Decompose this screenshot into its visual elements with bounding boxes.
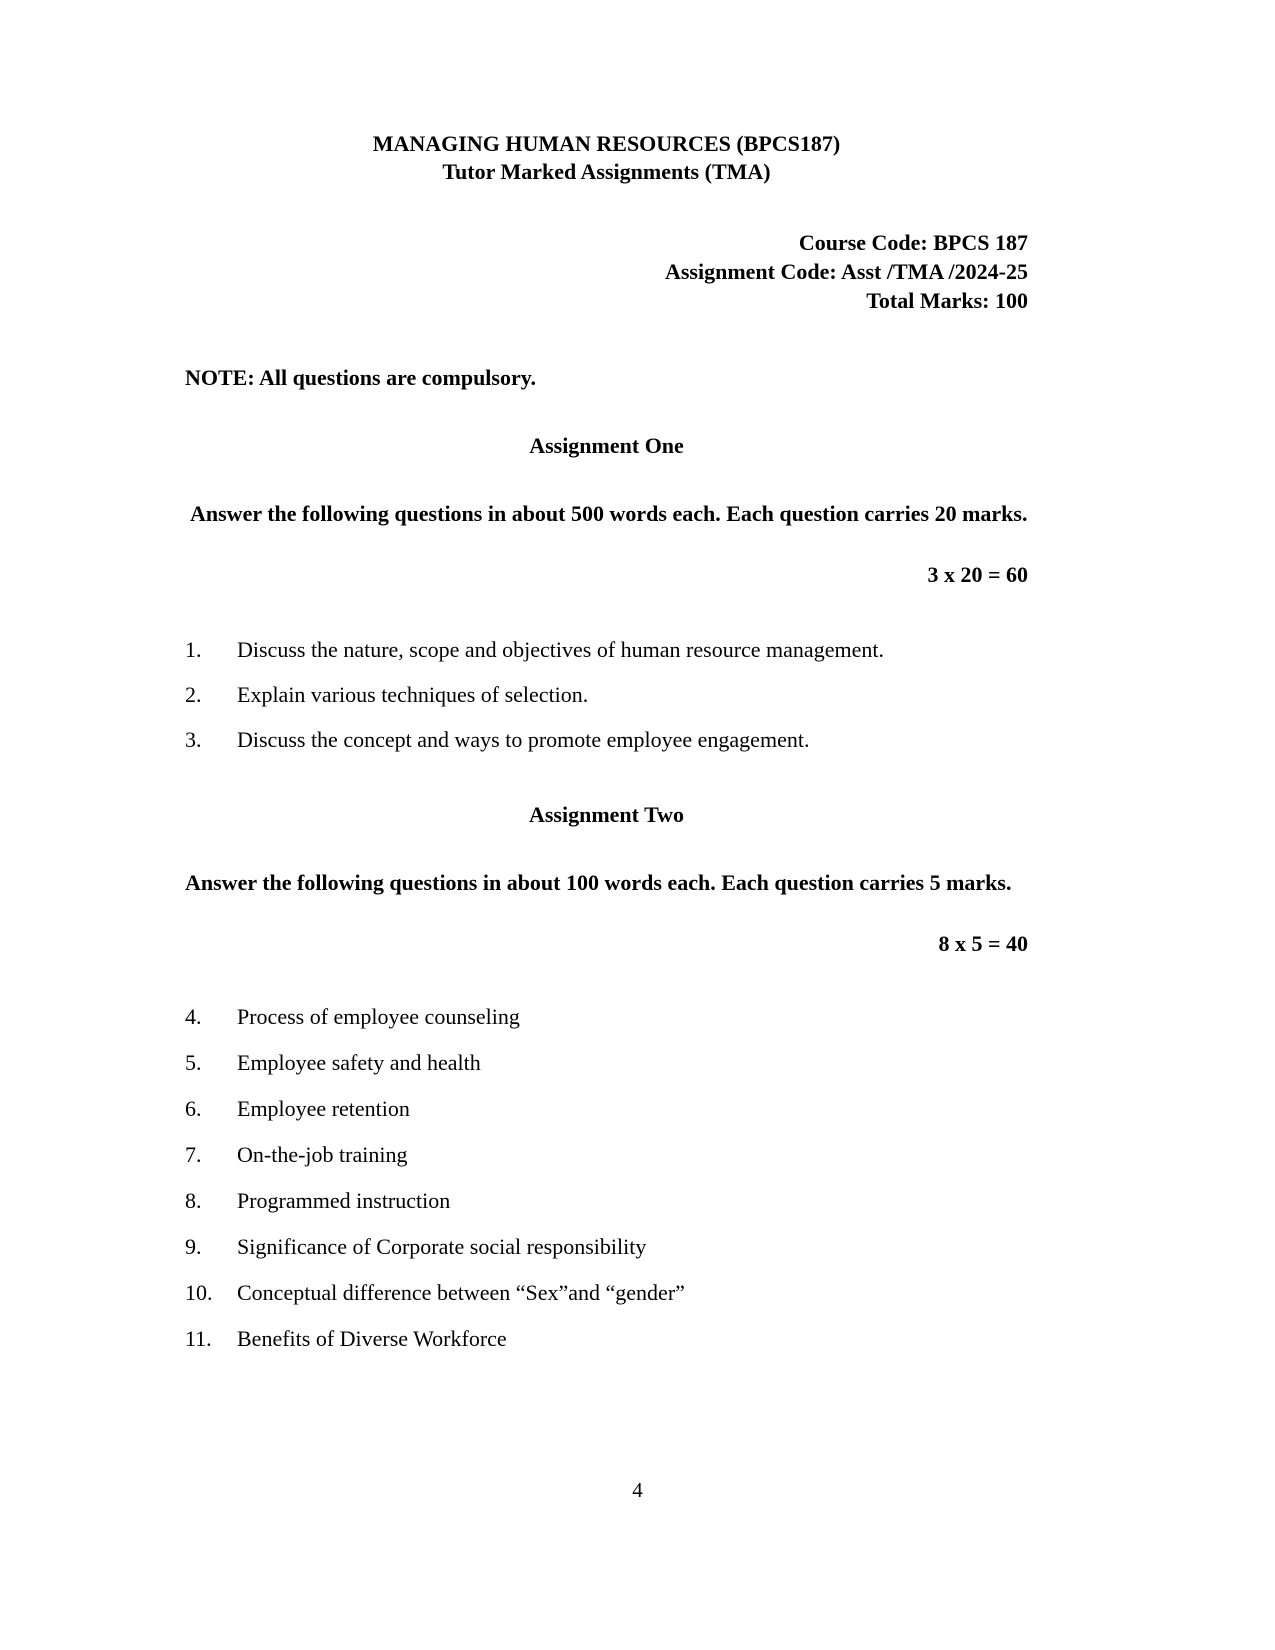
question-text: On-the-job training [237,1142,408,1167]
total-marks: Total Marks: 100 [866,288,1028,313]
question-text: Discuss the concept and ways to promote employee engagement. [237,727,810,752]
question-row [185,1325,1028,1353]
question-row [185,1279,1028,1307]
question-row [185,1049,1028,1077]
assignment-one-instruction: Answer the following questions in about 500 words each. Each question carries 20 marks. [190,501,1028,526]
question-number: 11. [185,1326,212,1351]
assignment-two-instruction: Answer the following questions in about 100 words each. Each question carries 5 marks. [185,870,1012,895]
question-row [185,1141,1028,1169]
question-number: 6. [185,1096,202,1121]
question-text: Significance of Corporate social responsibility [237,1234,647,1259]
question-row [185,726,1028,754]
document-title: MANAGING HUMAN RESOURCES (BPCS187) [372,131,841,156]
assignment-two-section [185,802,1028,1353]
question-row [185,681,1028,709]
assignment-two-marks: 8 x 5 = 40 [938,931,1028,956]
document-subtitle: Tutor Marked Assignments (TMA) [442,159,771,184]
assignment-two-questions [185,1003,1028,1353]
question-number: 3. [185,727,202,752]
question-text: Programmed instruction [237,1188,451,1213]
question-row [185,1095,1028,1123]
question-number: 1. [185,637,202,662]
assignment-one-questions [185,636,1028,754]
question-number: 5. [185,1050,202,1075]
question-number: 10. [185,1280,213,1305]
assignment-one-marks: 3 x 20 = 60 [927,562,1028,587]
assignment-one-section [185,433,1028,754]
question-text: Explain various techniques of selection. [237,682,589,707]
question-number: 8. [185,1188,202,1213]
question-text: Process of employee counseling [237,1004,520,1029]
note-line: NOTE: All questions are compulsory. [185,365,537,390]
question-text: Employee retention [237,1096,410,1121]
question-number: 9. [185,1234,202,1259]
document-content [185,130,1028,1353]
assignment-two-heading: Assignment Two [528,802,685,827]
question-number: 2. [185,682,202,707]
question-number: 7. [185,1142,202,1167]
course-code: Course Code: BPCS 187 [798,230,1028,255]
assignment-code: Assignment Code: Asst /TMA /2024-25 [664,259,1028,284]
assignment-one-heading: Assignment One [529,433,684,458]
question-text: Discuss the nature, scope and objectives of human resource management. [237,637,884,662]
question-text: Benefits of Diverse Workforce [237,1326,507,1351]
question-text: Conceptual difference between “Sex”and “gender” [237,1280,685,1305]
question-text: Employee safety and health [237,1050,481,1075]
question-row [185,1233,1028,1261]
question-number: 4. [185,1004,202,1029]
question-row [185,1003,1028,1031]
course-meta-block [185,228,1028,315]
page-number: 4 [632,1478,643,1502]
question-row [185,636,1028,664]
question-row [185,1187,1028,1215]
